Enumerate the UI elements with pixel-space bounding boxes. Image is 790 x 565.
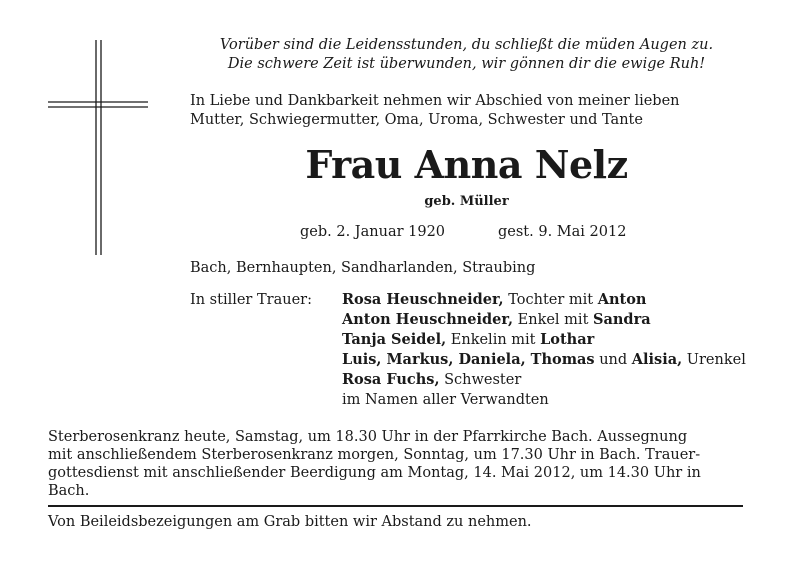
notice-line: mit anschließendem Sterberosenkranz morgen, Sonntag, um 17.30 Uhr in Bach. Trauer- [48,447,701,463]
notice-line: Bach. [48,483,90,499]
deceased-name: Frau Anna Nelz [305,142,628,187]
mourner-line: Anton Heuschneider, Enkel mit Sandra [342,311,651,328]
intro-text [190,92,743,130]
birth-date: geb. 2. Januar 1920 [300,224,446,240]
divider [48,505,743,507]
intro-line: In Liebe und Dankbarkeit nehmen wir Abschied von meiner lieben [190,93,680,109]
maiden-name: geb. Müller [424,194,509,209]
mourner-line: im Namen aller Verwandten [342,392,549,408]
mourner-line: Rosa Fuchs, Schwester [342,371,522,388]
poem-verse [190,36,743,74]
mourners-label: In stiller Trauer: [190,292,312,308]
poem-line: Vorüber sind die Leidensstunden, du schließt die müden Augen zu. [219,37,714,53]
mourners-list [342,290,746,410]
notice-line: Sterberosenkranz heute, Samstag, um 18.30 Uhr in der Pfarrkirche Bach. Aussegnung [48,429,688,445]
mourner-line: Tanja Seidel, Enkelin mit Lothar [342,331,595,348]
cross-icon [48,40,148,255]
mourner-line: Rosa Heuschneider, Tochter mit Anton [342,291,647,308]
service-notice [48,428,743,500]
notice-line: gottesdienst mit anschließender Beerdigung am Montag, 14. Mai 2012, um 14.30 Uhr in [48,465,701,481]
poem-line: Die schwere Zeit ist überwunden, wir gönnen dir die ewige Ruh! [227,56,706,72]
places-list: Bach, Bernhaupten, Sandharlanden, Straubing [190,260,536,276]
condolence-note: Von Beileidsbezeigungen am Grab bitten wir Abstand zu nehmen. [48,514,532,530]
death-date: gest. 9. Mai 2012 [498,224,627,240]
intro-line: Mutter, Schwiegermutter, Oma, Uroma, Schwester und Tante [190,112,643,128]
mourner-line: Luis, Markus, Daniela, Thomas und Alisia, Urenkel [342,351,746,368]
